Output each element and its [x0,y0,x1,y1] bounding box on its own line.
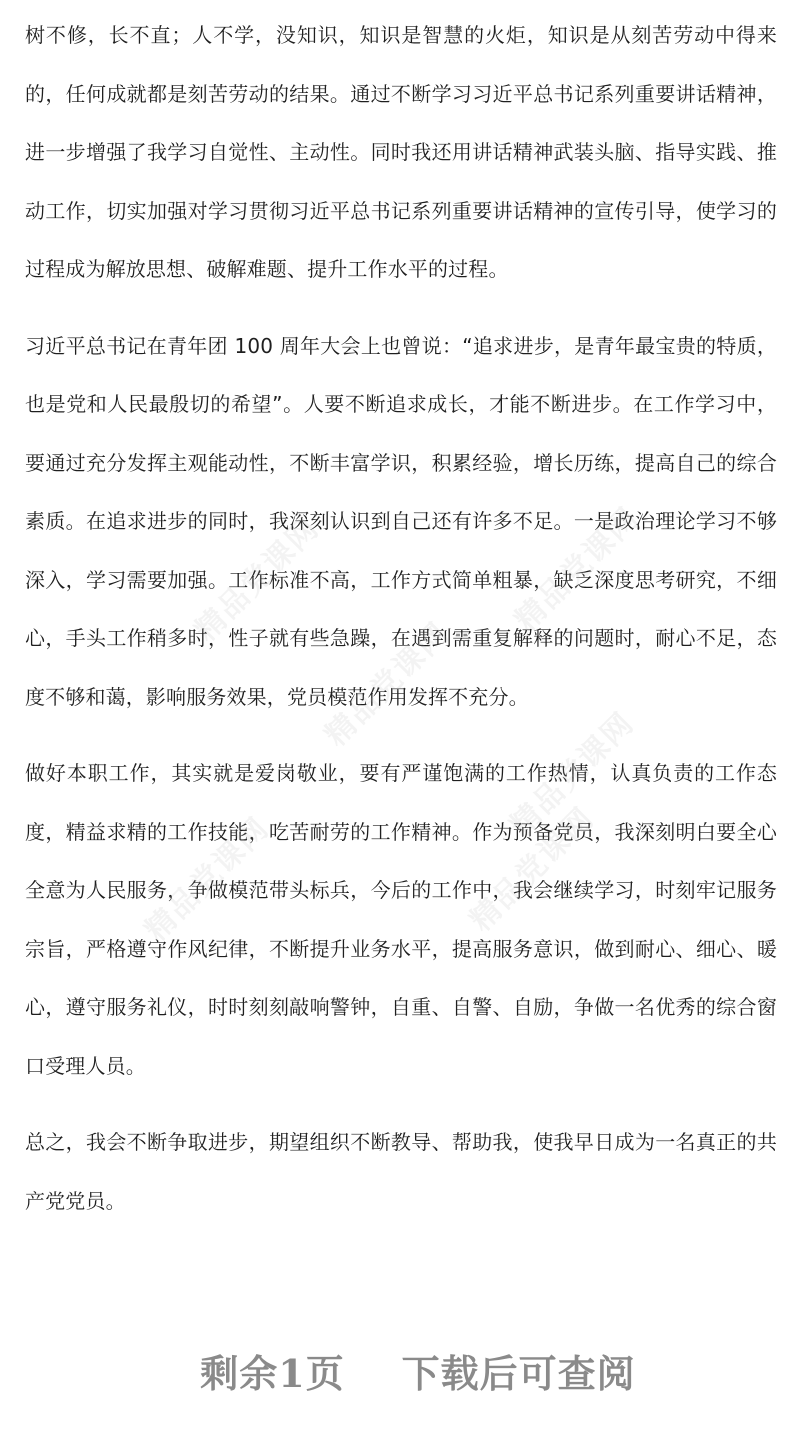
watermark-text: 精品党课网 [138,810,277,949]
watermark-text: 精品党课网 [503,705,642,844]
watermark-text: 精品党课网 [188,510,327,649]
remaining-pages-label: 剩余1页 [200,1351,345,1396]
download-prompt[interactable] [0,1343,800,1398]
paragraph-3: 做好本职工作，其实就是爱岗敬业，要有严谨饱满的工作热情，认真负责的工作态度，精益求精的工作技能，吃苦耐劳的工作精神。作为预备党员，我深刻明白要全心全意为人民服务，争做模范带头标兵，今后的工作中，我会继续学习，时刻牢记服务宗旨，严格遵守作风纪律，不断提升业务水平，提高服务意识，做到耐心、细心、暖心，遵守服务礼仪，时时刻刻敲响警钟，自重、自警、自励，争做一名优秀的综合窗口受理人员。 [25,761,777,1078]
document-body [25,6,777,1230]
download-hint-label: 下载后可查阅 [401,1351,636,1396]
watermark-text: 精品党课网 [463,800,602,939]
paragraph-4: 总之，我会不断争取进步，期望组织不断教导、帮助我，使我早日成为一名真正的共产党党员。 [25,1130,777,1213]
paragraph-2: 习近平总书记在青年团 100 周年大会上也曾说：“追求进步，是青年最宝贵的特质，也是党和人民最殷切的希望”。人要不断追求成长，才能不断进步。在工作学习中，要通过充分发挥主观能动性，不断丰富学识，积累经验，增长历练，提高自己的综合素质。在追求进步的同时，我深刻认识到自己还有许多不足。一是政治理论学习不够深入，学习需要加强。工作标准不高，工作方式简单粗暴，缺乏深度思考研究，不细心，手头工作稍多时，性子就有些急躁，在遇到需重复解释的问题时，耐心不足，态度不够和蔼，影响服务效果，党员模范作用发挥不充分。 [25,333,777,709]
watermark-text: 精品党课网 [508,500,647,639]
paragraph-1: 树不修，长不直；人不学，没知识，知识是智慧的火炬，知识是从刻苦劳动中得来的，任何成就都是刻苦劳动的结果。通过不断学习习近平总书记系列重要讲话精神，进一步增强了我学习自觉性、主动性。同时我还用讲话精神武装头脑、指导实践、推动工作，切实加强对学习贯彻习近平总书记系列重要讲话精神的宣传引导，使学习的过程成为解放思想、破解难题、提升工作水平的过程。 [25,23,777,281]
watermark-text: 精品党课网 [318,615,457,754]
